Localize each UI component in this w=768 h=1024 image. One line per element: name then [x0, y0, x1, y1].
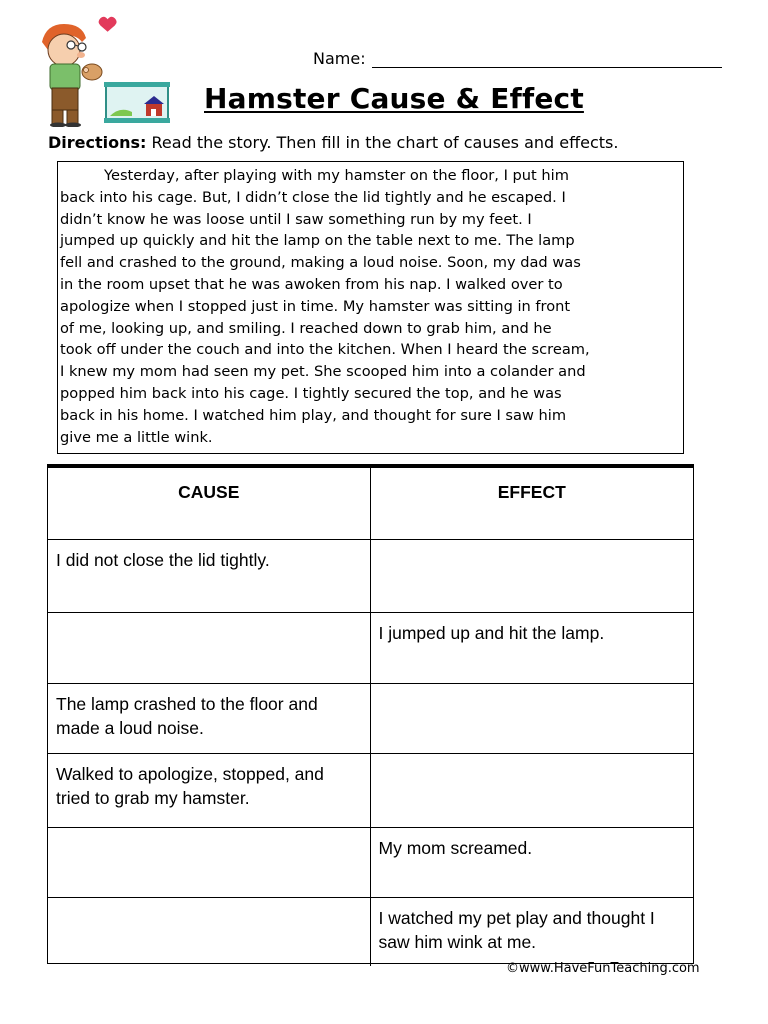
table-row — [48, 754, 693, 828]
story-line: apologize when I stopped just in time. My hamster was sitting in front — [60, 297, 571, 315]
directions — [48, 133, 618, 152]
story-line: in the room upset that he was awoken from his nap. I walked over to — [60, 275, 563, 293]
table-row — [48, 828, 693, 898]
table-row — [48, 540, 693, 613]
story-box — [57, 161, 684, 454]
name-field-row — [313, 49, 722, 68]
cause-effect-chart — [47, 464, 694, 964]
story-line: of me, looking up, and smiling. I reached down to grab him, and he — [60, 319, 552, 337]
effect-cell[interactable] — [371, 684, 694, 753]
copyright-footer: ©www.HaveFunTeaching.com — [506, 961, 700, 976]
story-line: back in his home. I watched him play, and thought for sure I saw him — [60, 406, 567, 424]
effect-cell[interactable]: I watched my pet play and thought I saw him wink at me. — [378, 908, 655, 952]
story-line: didn’t know he was loose until I saw something run by my feet. I — [60, 210, 532, 228]
worksheet-title: Hamster Cause & Effect — [204, 82, 584, 115]
story-line: Yesterday, after playing with my hamster on the floor, I put him — [104, 167, 569, 184]
story-line: jumped up quickly and hit the lamp on the table next to me. The lamp — [60, 232, 575, 250]
chart-header-row — [48, 468, 693, 540]
heart-icon — [99, 17, 117, 32]
story-line: took off under the couch and into the kitchen. When I heard the scream, — [60, 341, 590, 359]
cause-cell[interactable]: I did not close the lid tightly. — [48, 540, 371, 612]
table-row — [48, 684, 693, 754]
cause-cell[interactable]: Walked to apologize, stopped, and tried to grab my hamster. — [48, 754, 371, 827]
table-row — [48, 898, 693, 966]
effect-cell[interactable] — [371, 754, 694, 827]
name-label: Name: — [313, 49, 366, 68]
effect-cell[interactable]: My mom screamed. — [378, 838, 533, 858]
story-line: give me a little wink. — [60, 428, 213, 446]
directions-label: Directions: — [48, 133, 147, 152]
name-input-line[interactable] — [372, 51, 722, 68]
table-row — [48, 613, 693, 684]
story-line: fell and crashed to the ground, making a loud noise. Soon, my dad was — [60, 254, 581, 272]
effect-header: EFFECT — [497, 482, 566, 502]
story-line: popped him back into his cage. I tightly secured the top, and he was — [60, 384, 562, 402]
story-line: I knew my mom had seen my pet. She scooped him into a colander and — [60, 363, 586, 381]
story-line: back into his cage. But, I didn’t close the lid tightly and he escaped. I — [60, 188, 566, 206]
cause-cell[interactable] — [48, 613, 371, 683]
cause-cell[interactable] — [48, 828, 371, 897]
cause-cell[interactable] — [48, 898, 371, 966]
boy-with-hamster-illustration — [34, 12, 174, 127]
cause-header: CAUSE — [48, 468, 371, 539]
directions-text: Read the story. Then fill in the chart of causes and effects. — [146, 133, 619, 152]
effect-cell[interactable] — [371, 540, 694, 612]
effect-cell[interactable]: I jumped up and hit the lamp. — [378, 623, 605, 643]
hamster-cage-icon — [104, 82, 170, 123]
cause-cell[interactable]: The lamp crashed to the floor and made a loud noise. — [48, 684, 371, 753]
